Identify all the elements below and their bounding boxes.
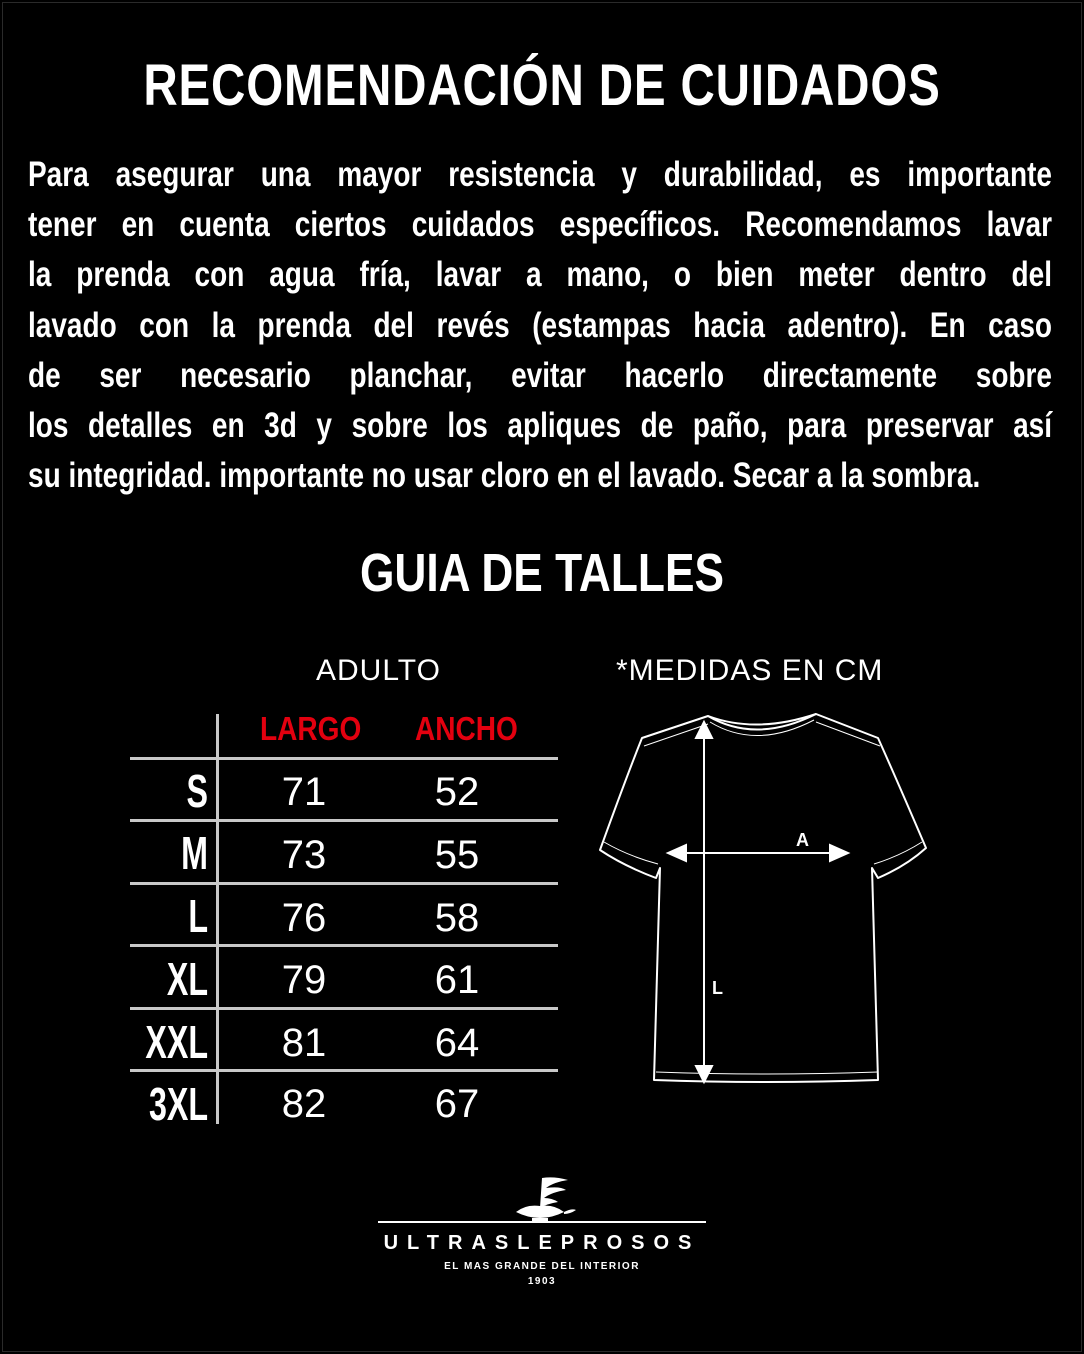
- size-label: L: [188, 890, 208, 942]
- size-label: S: [186, 765, 208, 817]
- largo-value: 73: [281, 833, 327, 877]
- table-divider: [216, 714, 219, 1124]
- size-label: XXL: [145, 1016, 208, 1068]
- table-divider: [130, 819, 558, 822]
- care-line: los detalles en 3d y sobre los apliques de paño, para preservar así: [28, 405, 1052, 445]
- ancho-value: 67: [434, 1082, 480, 1126]
- ancho-value: 61: [434, 958, 480, 1002]
- size-label: M: [181, 827, 208, 879]
- care-instructions: [28, 150, 1052, 501]
- largo-value: 76: [281, 896, 327, 940]
- winged-lamp-icon: [376, 1174, 708, 1230]
- table-divider: [130, 1069, 558, 1072]
- care-title: RECOMENDACIÓN DE CUIDADOS: [143, 53, 941, 118]
- ancho-value: 55: [434, 833, 480, 877]
- ancho-value: 64: [434, 1021, 480, 1065]
- table-divider: [130, 1007, 558, 1010]
- care-line: tener en cuenta ciertos cuidados específicos. Recomendamos lavar: [28, 205, 1052, 245]
- length-label: L: [712, 978, 723, 998]
- largo-value: 81: [281, 1021, 327, 1065]
- care-line: de ser necesario planchar, evitar hacerlo directamente sobre: [28, 355, 1052, 395]
- largo-value: 82: [281, 1082, 327, 1126]
- width-label: A: [796, 830, 809, 850]
- size-label: XL: [166, 953, 208, 1005]
- largo-value: 79: [281, 958, 327, 1002]
- width-arrow: [668, 845, 848, 861]
- units-label: *MEDIDAS EN CM: [616, 654, 884, 687]
- length-arrow: [696, 722, 712, 1082]
- care-line: su integridad. importante no usar cloro en el lavado. Secar a la sombra.: [28, 456, 981, 496]
- tshirt-outline-icon: [600, 714, 926, 1082]
- column-header-ancho: ANCHO: [415, 710, 518, 747]
- table-divider: [130, 882, 558, 885]
- size-label: 3XL: [148, 1078, 208, 1130]
- care-line: Para asegurar una mayor resistencia y durabilidad, es importante: [28, 155, 1052, 194]
- column-header-largo: LARGO: [260, 710, 362, 747]
- tshirt-diagram: [596, 708, 936, 1098]
- table-divider: [130, 757, 558, 760]
- ancho-value: 52: [434, 770, 480, 814]
- care-line: la prenda con agua fría, lavar a mano, o bien meter dentro del: [28, 255, 1052, 295]
- brand-year: 1903: [527, 1276, 557, 1287]
- care-line: lavado con la prenda del revés (estampas hacia adentro). En caso: [28, 305, 1052, 345]
- brand-name: ULTRASLEPROSOS: [383, 1232, 701, 1254]
- largo-value: 71: [281, 770, 327, 814]
- adult-label: ADULTO: [316, 654, 441, 687]
- brand-tagline: EL MAS GRANDE DEL INTERIOR: [444, 1261, 640, 1272]
- ancho-value: 58: [434, 896, 480, 940]
- size-guide-title: GUIA DE TALLES: [359, 543, 725, 603]
- table-divider: [130, 944, 558, 947]
